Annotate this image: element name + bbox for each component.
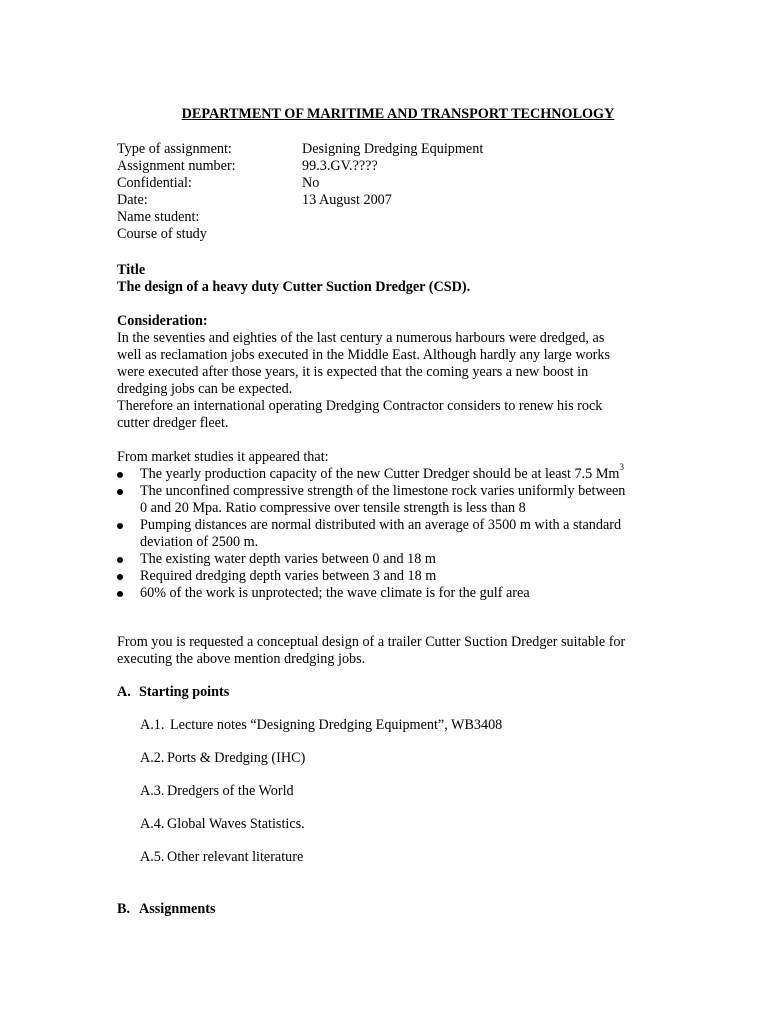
list-item: [117, 462, 677, 483]
bullet-text: Pumping distances are normal distributed with an average of 3500 m with a standard: [140, 517, 622, 533]
bullet-text: The yearly production capacity of the new Cutter Dredger should be at least 7.5 Mm: [140, 466, 620, 482]
text-line: Therefore an international operating Dredging Contractor considers to renew his rock: [117, 398, 603, 414]
bullet-text: 60% of the work is unprotected; the wave climate is for the gulf area: [140, 585, 530, 601]
meta-label: Name student:: [117, 209, 200, 225]
text-line: From you is requested a conceptual design of a trailer Cutter Suction Dredger suitable for: [117, 634, 626, 650]
item-number: A.4.: [140, 816, 165, 832]
market-section: [117, 449, 677, 602]
section-letter: B.: [117, 901, 131, 917]
assignments-section: [117, 901, 677, 918]
item-text: Other relevant literature: [167, 849, 304, 865]
text-line: well as reclamation jobs executed in the Middle East. Although hardly any large works: [117, 347, 611, 363]
title-heading: Title: [117, 262, 146, 278]
list-item: [117, 517, 677, 551]
meta-label: Date:: [117, 192, 148, 208]
meta-row-confidential: [117, 175, 677, 192]
market-intro: From market studies it appeared that:: [117, 449, 329, 465]
bullet-text: deviation of 2500 m.: [140, 534, 259, 550]
text-line: executing the above mention dredging jobs.: [117, 651, 366, 667]
bullet-dot-icon: [117, 557, 123, 563]
text-line: were executed after those years, it is expected that the coming years a new boost in: [117, 364, 589, 380]
assignment-meta: [117, 141, 677, 243]
bullet-dot-icon: [117, 574, 123, 580]
list-item: [140, 783, 677, 800]
item-text: Lecture notes “Designing Dredging Equipment”, WB3408: [170, 717, 503, 733]
list-item: [117, 585, 677, 602]
department-heading: DEPARTMENT OF MARITIME AND TRANSPORT TECHNOLOGY: [181, 106, 615, 122]
list-item: [140, 717, 677, 734]
meta-value: 99.3.GV.????: [302, 158, 378, 174]
title-text: The design of a heavy duty Cutter Suction Dredger (CSD).: [117, 279, 471, 295]
meta-row-number: [117, 158, 677, 175]
starting-points-section: [117, 684, 677, 866]
bullet-text: 0 and 20 Mpa. Ratio compressive over tensile strength is less than 8: [140, 500, 526, 516]
title-section: [117, 262, 677, 296]
meta-label: Type of assignment:: [117, 141, 232, 157]
item-number: A.5.: [140, 849, 165, 865]
starting-points-list: [117, 717, 677, 866]
consideration-heading: Consideration:: [117, 313, 208, 329]
section-letter: A.: [117, 684, 131, 700]
item-number: A.2.: [140, 750, 165, 766]
section-heading-b: [117, 901, 677, 918]
market-bullet-list: [117, 462, 677, 602]
meta-label: Confidential:: [117, 175, 192, 191]
item-text: Ports & Dredging (IHC): [167, 750, 306, 766]
request-section: [117, 634, 677, 668]
meta-value: No: [302, 175, 320, 191]
item-number: A.1.: [140, 717, 165, 733]
bullet-dot-icon: [117, 591, 123, 597]
superscript: 3: [619, 462, 624, 472]
item-text: Dredgers of the World: [167, 783, 294, 799]
text-line: cutter dredger fleet.: [117, 415, 229, 431]
section-title: Starting points: [139, 684, 230, 700]
text-line: dredging jobs can be expected.: [117, 381, 293, 397]
meta-value: Designing Dredging Equipment: [302, 141, 484, 157]
bullet-text: Required dredging depth varies between 3 and 18 m: [140, 568, 437, 584]
meta-row-date: [117, 192, 677, 209]
meta-value: 13 August 2007: [302, 192, 392, 208]
consideration-section: [117, 313, 677, 432]
bullet-dot-icon: [117, 523, 123, 529]
item-text: Global Waves Statistics.: [167, 816, 305, 832]
section-heading-a: [117, 684, 677, 701]
bullet-text: The existing water depth varies between 0 and 18 m: [140, 551, 436, 567]
section-title: Assignments: [139, 901, 216, 917]
list-item: [117, 568, 677, 585]
bullet-dot-icon: [117, 472, 123, 478]
list-item: [117, 551, 677, 568]
document-page: [117, 100, 677, 918]
bullet-dot-icon: [117, 489, 123, 495]
meta-row-student: [117, 209, 677, 226]
meta-label: Assignment number:: [117, 158, 236, 174]
meta-row-type: [117, 141, 677, 158]
list-item: [140, 750, 677, 767]
bullet-text: The unconfined compressive strength of the limestone rock varies uniformly between: [140, 483, 626, 499]
list-item: [117, 483, 677, 517]
meta-row-course: [117, 226, 677, 243]
list-item: [140, 816, 677, 833]
text-line: In the seventies and eighties of the last century a numerous harbours were dredged, as: [117, 330, 605, 346]
list-item: [140, 849, 677, 866]
meta-label: Course of study: [117, 226, 207, 242]
item-number: A.3.: [140, 783, 165, 799]
